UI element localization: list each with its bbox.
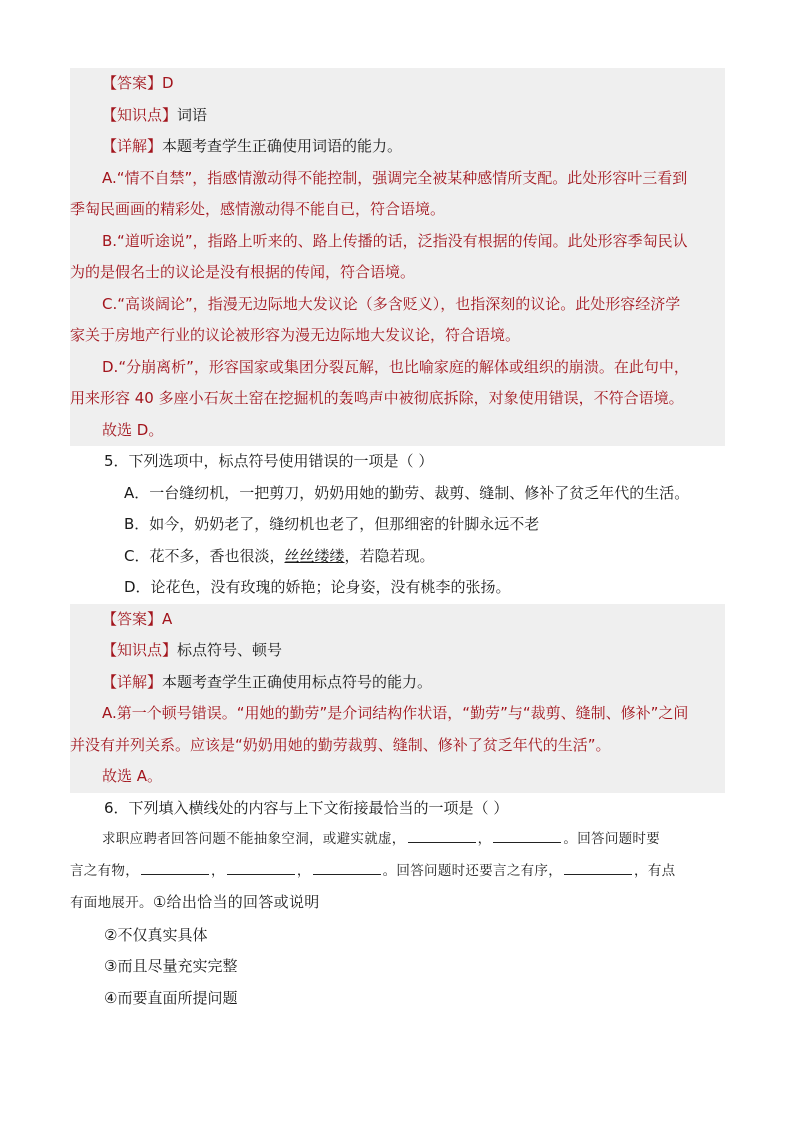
q4-option-b-line2: 为的是假名士的议论是没有根据的传闻，符合语境。	[70, 257, 725, 289]
answer-value: D	[162, 74, 174, 92]
option-c-underlined: 丝丝缕缕	[284, 546, 345, 565]
q4-option-c-line2: 家关于房地产行业的议论被形容为漫无边际地大发议论，符合语境。	[70, 320, 725, 352]
option-c-pre: C．花不多，香也很淡，	[124, 546, 285, 565]
q5-option-d: D．论花色，没有玫瑰的娇艳；论身姿，没有桃李的张扬。	[124, 578, 511, 596]
fill-blank	[313, 860, 381, 875]
passage-text: 。回答问题时还要言之有序，	[382, 862, 563, 879]
q5-knowledge-point	[70, 635, 725, 667]
q5-answer	[70, 604, 725, 636]
q5-stem: 5．下列选项中，标点符号使用错误的一项是（ ）	[104, 452, 434, 470]
answer-tag: 【答案】	[102, 74, 163, 92]
q5-option-c	[70, 541, 725, 573]
item-3: ③而且尽量充实完整	[104, 957, 238, 975]
q6-passage-line3	[70, 887, 725, 920]
q4-conclusion: 故选 D。	[70, 415, 725, 447]
detail-tag: 【详解】	[102, 672, 163, 691]
q6-passage-line1	[70, 824, 725, 856]
q4-option-d-line2: 用来形容 40 多座小石灰土窑在挖掘机的轰鸣声中被彻底拆除，对象使用错误，不符合语境。	[70, 383, 725, 415]
option-c-post: ，若隐若现。	[344, 546, 435, 565]
passage-text: ，	[296, 862, 311, 879]
detail-value: 本题考查学生正确使用标点符号的能力。	[162, 672, 433, 691]
q5-option-a: A．一台缝纫机，一把剪刀，奶奶用她的勤劳、裁剪、缝制、修补了贫乏年代的生活。	[124, 483, 690, 502]
passage-text: ，	[477, 831, 492, 847]
knowledge-value: 词语	[177, 105, 208, 124]
q5-explanation-line1: A.第一个顿号错误。“用她的勤劳”是介词结构作状语，“勤劳”与“裁剪、缝制、修补”之间	[70, 698, 725, 730]
answer-tag: 【答案】	[102, 609, 163, 628]
q4-answer	[70, 68, 725, 100]
q4-detail	[70, 131, 725, 163]
item-2: ②不仅真实具体	[104, 925, 208, 944]
passage-text: 有面地展开。	[70, 895, 153, 911]
item-1: ①给出恰当的回答或说明	[152, 893, 320, 911]
detail-tag: 【详解】	[102, 137, 163, 155]
knowledge-value: 标点符号、顿号	[177, 641, 283, 659]
q4-option-c-line1: C.“高谈阔论”，指漫无边际地大发议论（多含贬义），也指深刻的议论。此处形容经济学	[70, 289, 725, 321]
passage-text: 。回答问题时要	[563, 831, 661, 847]
passage-text: 言之有物，	[70, 862, 139, 879]
knowledge-tag: 【知识点】	[102, 105, 178, 124]
passage-text: 求职应聘者回答问题不能抽象空洞，或避实就虚，	[102, 831, 406, 847]
fill-blank	[493, 828, 561, 843]
q4-option-a-line2: 季匋民画画的精彩处，感情激动得不能自已，符合语境。	[70, 194, 725, 226]
q5-option-b: B．如今，奶奶老了，缝纫机也老了，但那细密的针脚永远不老	[124, 515, 540, 533]
q5-conclusion: 故选 A。	[70, 761, 725, 793]
fill-blank	[564, 860, 632, 875]
q4-option-a-line1: A.“情不自禁”，指感情激动得不能控制，强调完全被某种感情所支配。此处形容叶三看到	[70, 163, 725, 195]
q6-stem: 6．下列填入横线处的内容与上下文衔接最恰当的一项是（ ）	[104, 798, 509, 817]
passage-text: ，	[211, 862, 225, 879]
q4-option-b-line1: B.“道听途说”，指路上听来的、路上传播的话，泛指没有根据的传闻。此处形容季匋民认	[70, 226, 725, 258]
fill-blank	[227, 860, 295, 875]
q4-option-d-line1: D.“分崩离析”，形容国家或集团分裂瓦解，也比喻家庭的解体或组织的崩溃。在此句中，	[70, 352, 725, 384]
detail-value: 本题考查学生正确使用词语的能力。	[162, 137, 403, 155]
knowledge-tag: 【知识点】	[102, 641, 178, 659]
passage-text: ，有点	[634, 862, 676, 879]
fill-blank	[408, 828, 476, 843]
answer-value: A	[162, 609, 173, 628]
q5-explanation-line2: 并没有并列关系。应该是“奶奶用她的勤劳裁剪、缝制、修补了贫乏年代的生活”。	[70, 730, 725, 762]
q6-passage-line2	[70, 856, 725, 888]
q5-detail	[70, 667, 725, 699]
q4-knowledge-point	[70, 100, 725, 132]
item-4: ④而要直面所提问题	[104, 988, 238, 1007]
fill-blank	[141, 860, 209, 875]
document-page	[70, 68, 725, 1014]
